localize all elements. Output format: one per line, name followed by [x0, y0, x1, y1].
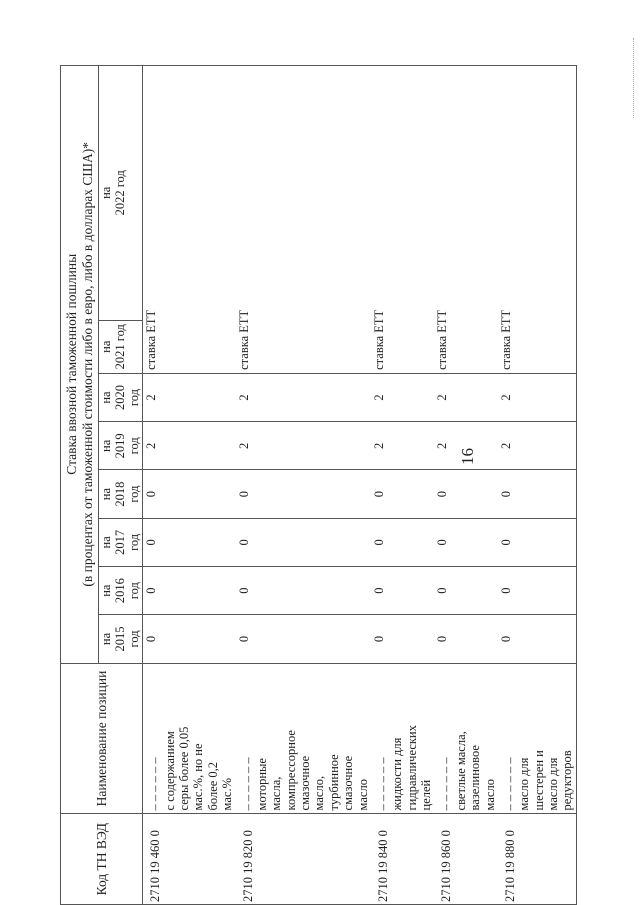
rate-2017: 0: [434, 518, 498, 566]
rate-2019: 2: [434, 422, 498, 470]
rate-title-line1: Ставка ввозной таможенной пошлины: [64, 253, 79, 475]
rate-2021: ставка ЕТТ: [498, 66, 576, 374]
rate-2021: ставка ЕТТ: [236, 66, 371, 374]
row-name: – – – – – –светлые масла, вазелиновое масло: [434, 663, 498, 814]
rate-2017: 0: [236, 518, 371, 566]
rate-2020: 2: [143, 373, 236, 421]
rate-2019: 2: [371, 422, 435, 470]
rate-2015: 0: [371, 615, 435, 663]
row-name: – – – – – –масло для шестерен и масло для редукторов: [498, 663, 576, 814]
rate-2017: 0: [498, 518, 576, 566]
rate-2016: 0: [143, 567, 236, 615]
rate-2016: 0: [434, 567, 498, 615]
row-code: 2710 19 860 0: [434, 814, 498, 905]
header-code: Код ТН ВЭД: [61, 814, 143, 905]
rate-2018: 0: [236, 470, 371, 518]
rate-2019: 2: [143, 422, 236, 470]
table-row: [434, 66, 498, 905]
row-code: 2710 19 880 0: [498, 814, 576, 905]
row-code: 2710 19 460 0: [143, 814, 236, 905]
row-name: – – – – – –жидкости для гидравлических целей: [371, 663, 435, 814]
rate-2016: 0: [236, 567, 371, 615]
page-number: 16: [458, 448, 477, 465]
rate-2016: 0: [371, 567, 435, 615]
rate-2018: 0: [371, 470, 435, 518]
rate-title-line2: (в процентах от таможенной стоимости либо в евро, либо в долларах США)*: [79, 141, 95, 587]
row-code: 2710 19 820 0: [236, 814, 371, 905]
rate-2016: 0: [498, 567, 576, 615]
rate-2020: 2: [434, 373, 498, 421]
rate-2019: 2: [236, 422, 371, 470]
rate-2020: 2: [498, 373, 576, 421]
row-name: – – – – – –с содержанием серы более 0,05 мас.%, но не более 0,2 мас.%: [143, 663, 236, 814]
rate-2021: ставка ЕТТ: [434, 66, 498, 374]
header-year-2017: на 2017 год: [99, 518, 143, 566]
rate-2015: 0: [143, 615, 236, 663]
header-name: Наименование позиции: [61, 663, 143, 814]
rate-2018: 0: [143, 470, 236, 518]
rate-2020: 2: [371, 373, 435, 421]
header-year-2019: на 2019 год: [99, 422, 143, 470]
rate-2017: 0: [371, 518, 435, 566]
row-code: 2710 19 840 0: [371, 814, 435, 905]
rate-2021: ставка ЕТТ: [371, 66, 435, 374]
rate-2015: 0: [236, 615, 371, 663]
rate-2019: 2: [498, 422, 576, 470]
header-year-2020: на 2020 год: [99, 373, 143, 421]
rate-2018: 0: [434, 470, 498, 518]
table-row: [143, 66, 236, 905]
row-name: – – – – – –моторные масла, компрессорное смазочное масло, турбинное смазочное масло: [236, 663, 371, 814]
rate-2017: 0: [143, 518, 236, 566]
table-row: [236, 66, 371, 905]
rate-2015: 0: [434, 615, 498, 663]
table-row: [371, 66, 435, 905]
rate-2015: 0: [498, 615, 576, 663]
rate-2018: 0: [498, 470, 576, 518]
header-year-2018: на 2018 год: [99, 470, 143, 518]
tariff-table: [60, 65, 577, 905]
header-year-2015: на 2015 год: [99, 615, 143, 663]
header-year-2022: на 2022 год: [99, 66, 143, 321]
margin-dotted-mark: [633, 38, 638, 118]
header-year-2016: на 2016 год: [99, 567, 143, 615]
rate-2021: ставка ЕТТ: [143, 66, 236, 374]
header-rate-title: [61, 66, 99, 664]
header-year-2021: на 2021 год: [99, 320, 143, 373]
rate-2020: 2: [236, 373, 371, 421]
table-row: [498, 66, 576, 905]
